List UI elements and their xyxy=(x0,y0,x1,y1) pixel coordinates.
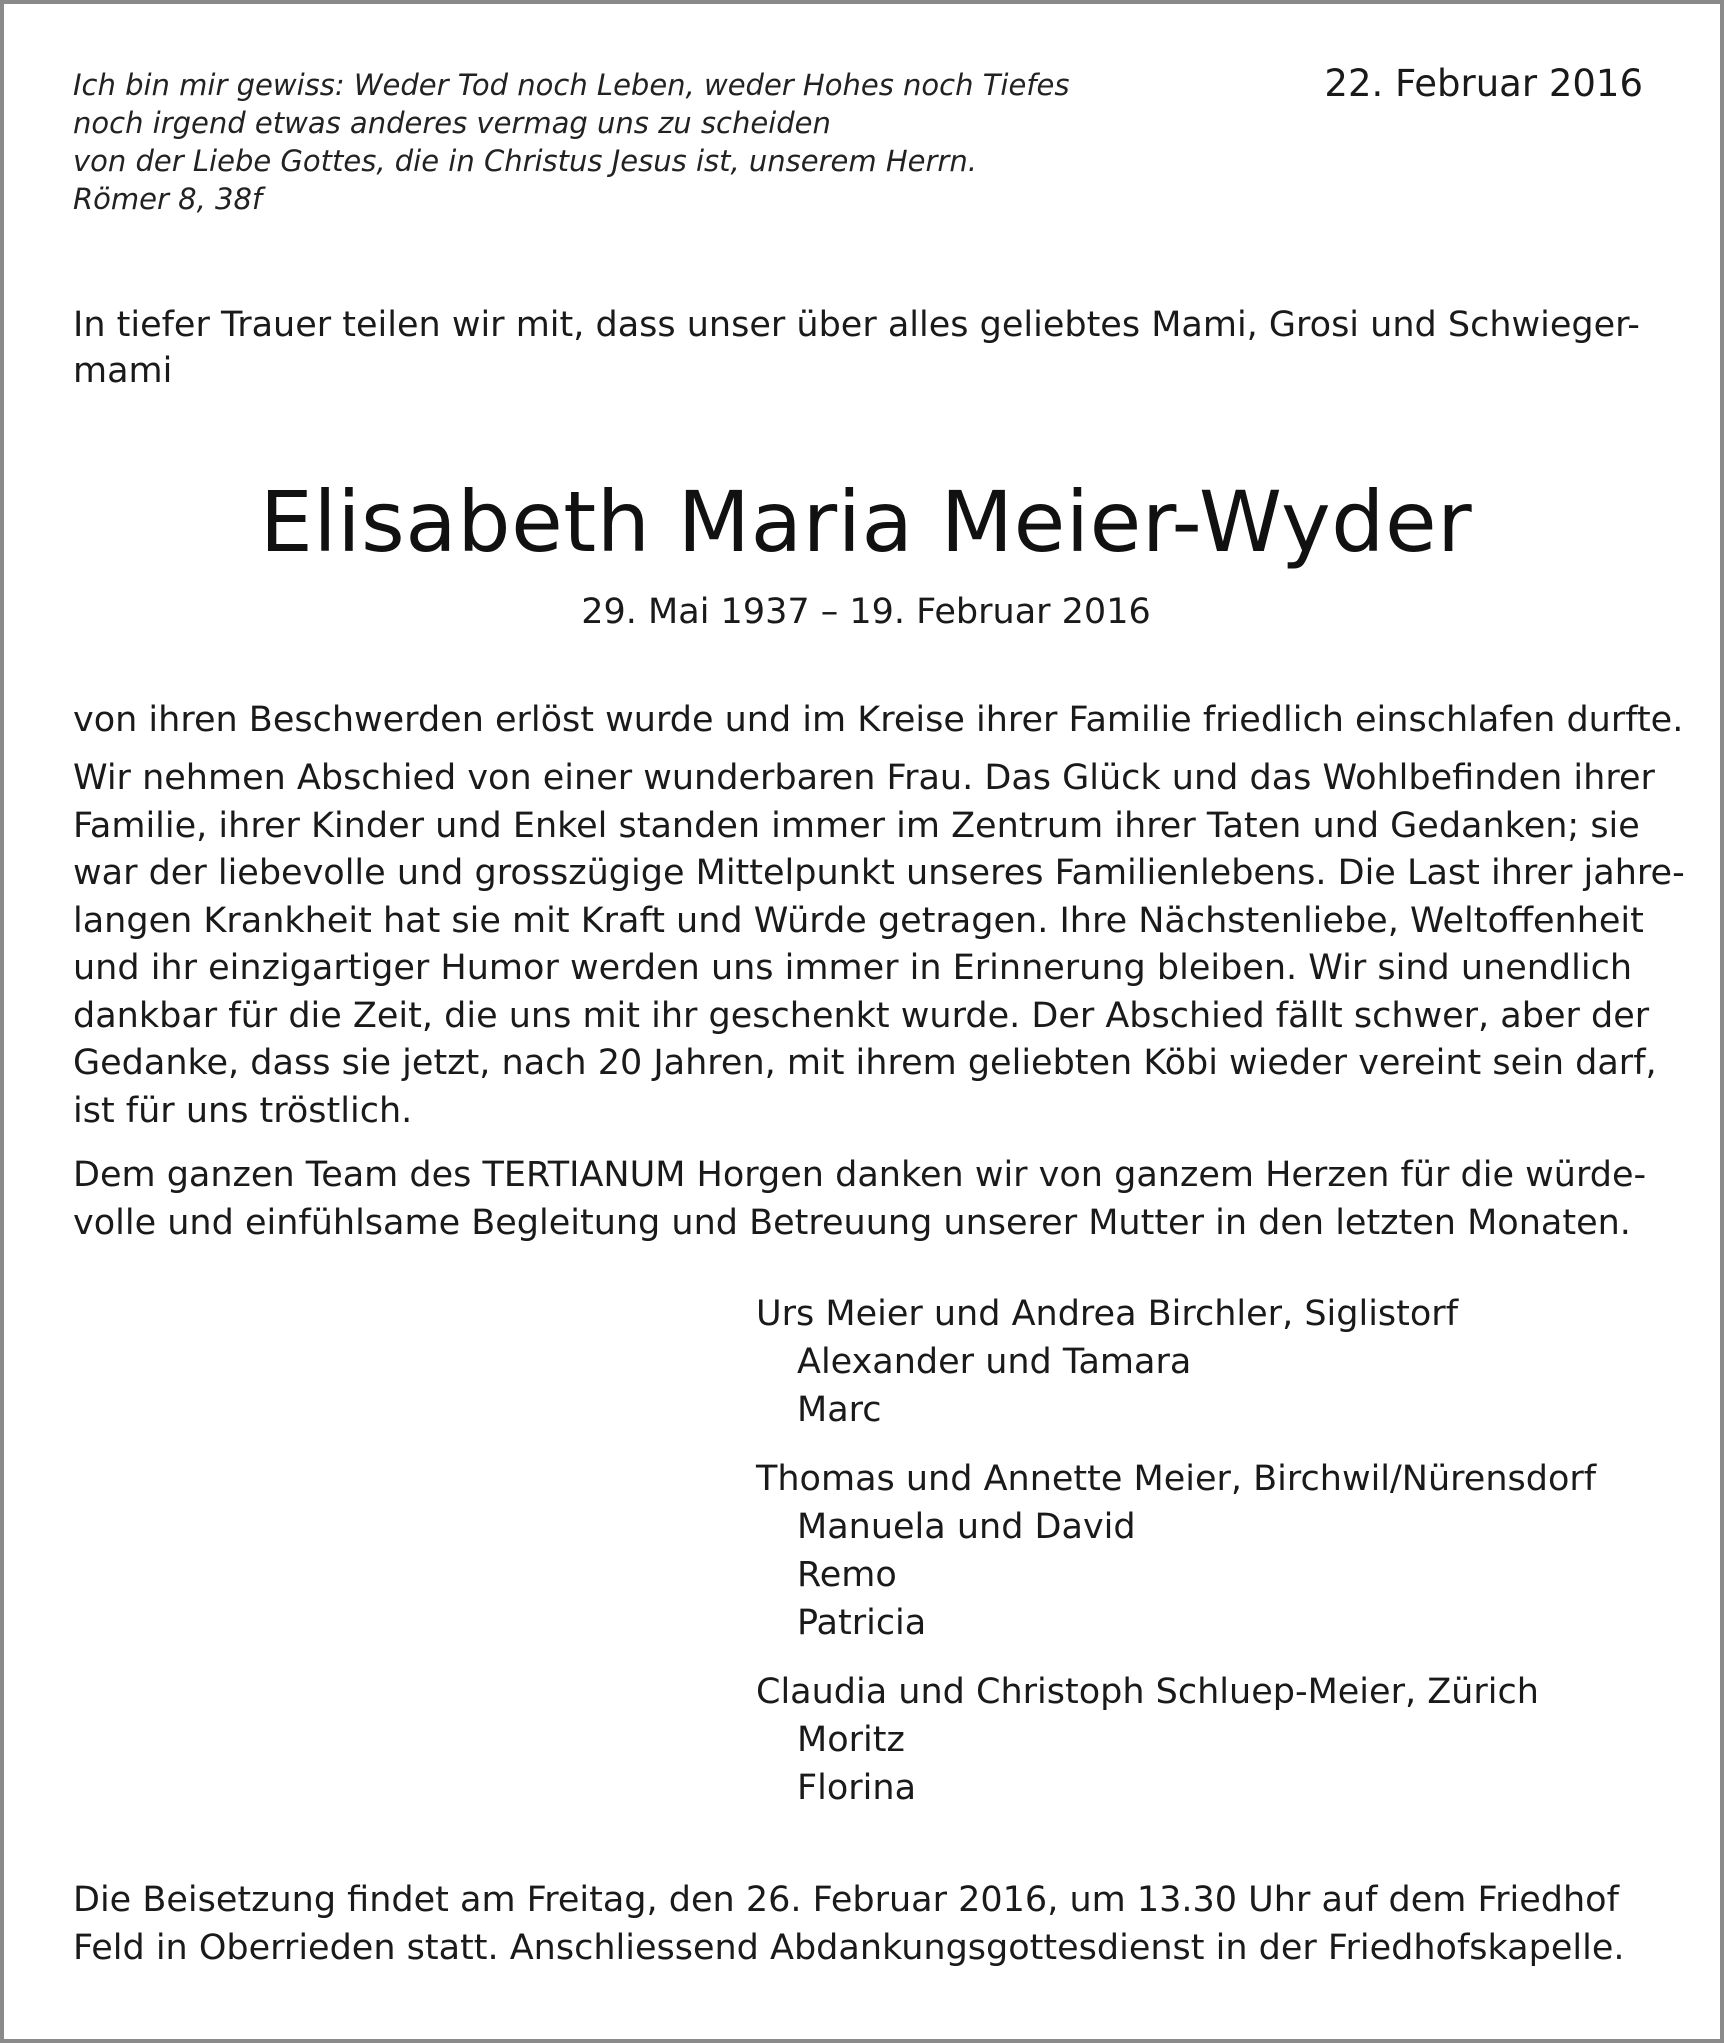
family-member: Remo xyxy=(797,1555,897,1595)
family-member: Florina xyxy=(797,1768,917,1808)
burial-line: Feld in Oberrieden statt. Anschliessend Abdankungsgottesdienst in der Friedhofskapelle. xyxy=(73,1928,1625,1968)
bible-verse xyxy=(73,66,1173,218)
paragraph-line: Gedanke, dass sie jetzt, nach 20 Jahren, mit ihrem geliebten Köbi wieder vereint sein darf, xyxy=(73,1043,1657,1083)
family-member: Marc xyxy=(797,1390,882,1430)
verse-line: Ich bin mir gewiss: Weder Tod noch Leben, weder Hohes noch Tiefes xyxy=(73,68,1070,102)
intro-text xyxy=(73,302,1663,394)
paragraph-2 xyxy=(73,755,1685,1135)
paragraph-line: dankbar für die Zeit, die uns mit ihr geschenkt wurde. Der Abschied fällt schwer, aber der xyxy=(73,995,1650,1036)
paragraph-line: war der liebevolle und grosszügige Mittelpunkt unseres Familienlebens. Die Last ihrer jahre- xyxy=(73,853,1685,893)
paragraph-1 xyxy=(73,697,1684,745)
paragraph-line: Familie, ihrer Kinder und Enkel standen immer im Zentrum ihrer Taten und Gedanken; sie xyxy=(73,805,1640,846)
intro-line: mami xyxy=(73,351,173,391)
family-member: Alexander und Tamara xyxy=(797,1342,1192,1382)
deceased-name: Elisabeth Maria Meier-Wyder xyxy=(259,473,1473,571)
verse-line: von der Liebe Gottes, die in Christus Jesus ist, unserem Herrn. xyxy=(73,144,977,178)
family-list xyxy=(756,1290,1596,1833)
family-group xyxy=(756,1455,1596,1647)
verse-line: noch irgend etwas anderes vermag uns zu scheiden xyxy=(73,106,831,140)
deceased-lifespan: 29. Mai 1937 – 19. Februar 2016 xyxy=(581,592,1151,632)
paragraph-line: Dem ganzen Team des TERTIANUM Horgen danken wir von ganzem Herzen für die würde- xyxy=(73,1155,1647,1195)
paragraph-line: ist für uns tröstlich. xyxy=(73,1090,413,1131)
burial-line: Die Beisetzung findet am Freitag, den 26. Februar 2016, um 13.30 Uhr auf dem Friedhof xyxy=(73,1880,1619,1920)
notice-date: 22. Februar 2016 xyxy=(1324,62,1643,105)
paragraph-line: volle und einfühlsame Begleitung und Betreuung unserer Mutter in den letzten Monaten. xyxy=(73,1202,1631,1243)
paragraph-line: Wir nehmen Abschied von einer wunderbaren Frau. Das Glück und das Wohlbefinden ihrer xyxy=(73,758,1655,798)
verse-reference: Römer 8, 38f xyxy=(73,182,263,216)
paragraph-line: langen Krankheit hat sie mit Kraft und Würde getragen. Ihre Nächstenliebe, Weltoffenheit xyxy=(73,900,1644,941)
paragraph-line: von ihren Beschwerden erlöst wurde und im Kreise ihrer Familie friedlich einschlafen durfte. xyxy=(73,700,1684,740)
intro-line: In tiefer Trauer teilen wir mit, dass unser über alles geliebtes Mami, Grosi und Schwieger- xyxy=(73,305,1640,345)
paragraph-line: und ihr einzigartiger Humor werden uns immer in Erinnerung bleiben. Wir sind unendlich xyxy=(73,948,1633,988)
family-member: Manuela und David xyxy=(797,1507,1136,1547)
family-head: Urs Meier und Andrea Birchler, Siglistorf xyxy=(756,1294,1459,1334)
family-group xyxy=(756,1668,1596,1812)
family-member: Moritz xyxy=(797,1720,905,1760)
burial-info xyxy=(73,1876,1663,1972)
family-head: Thomas und Annette Meier, Birchwil/Nürensdorf xyxy=(756,1459,1597,1499)
family-member: Patricia xyxy=(797,1603,927,1643)
family-head: Claudia und Christoph Schluep-Meier, Zürich xyxy=(756,1672,1539,1712)
paragraph-3 xyxy=(73,1152,1663,1247)
family-group xyxy=(756,1290,1596,1434)
